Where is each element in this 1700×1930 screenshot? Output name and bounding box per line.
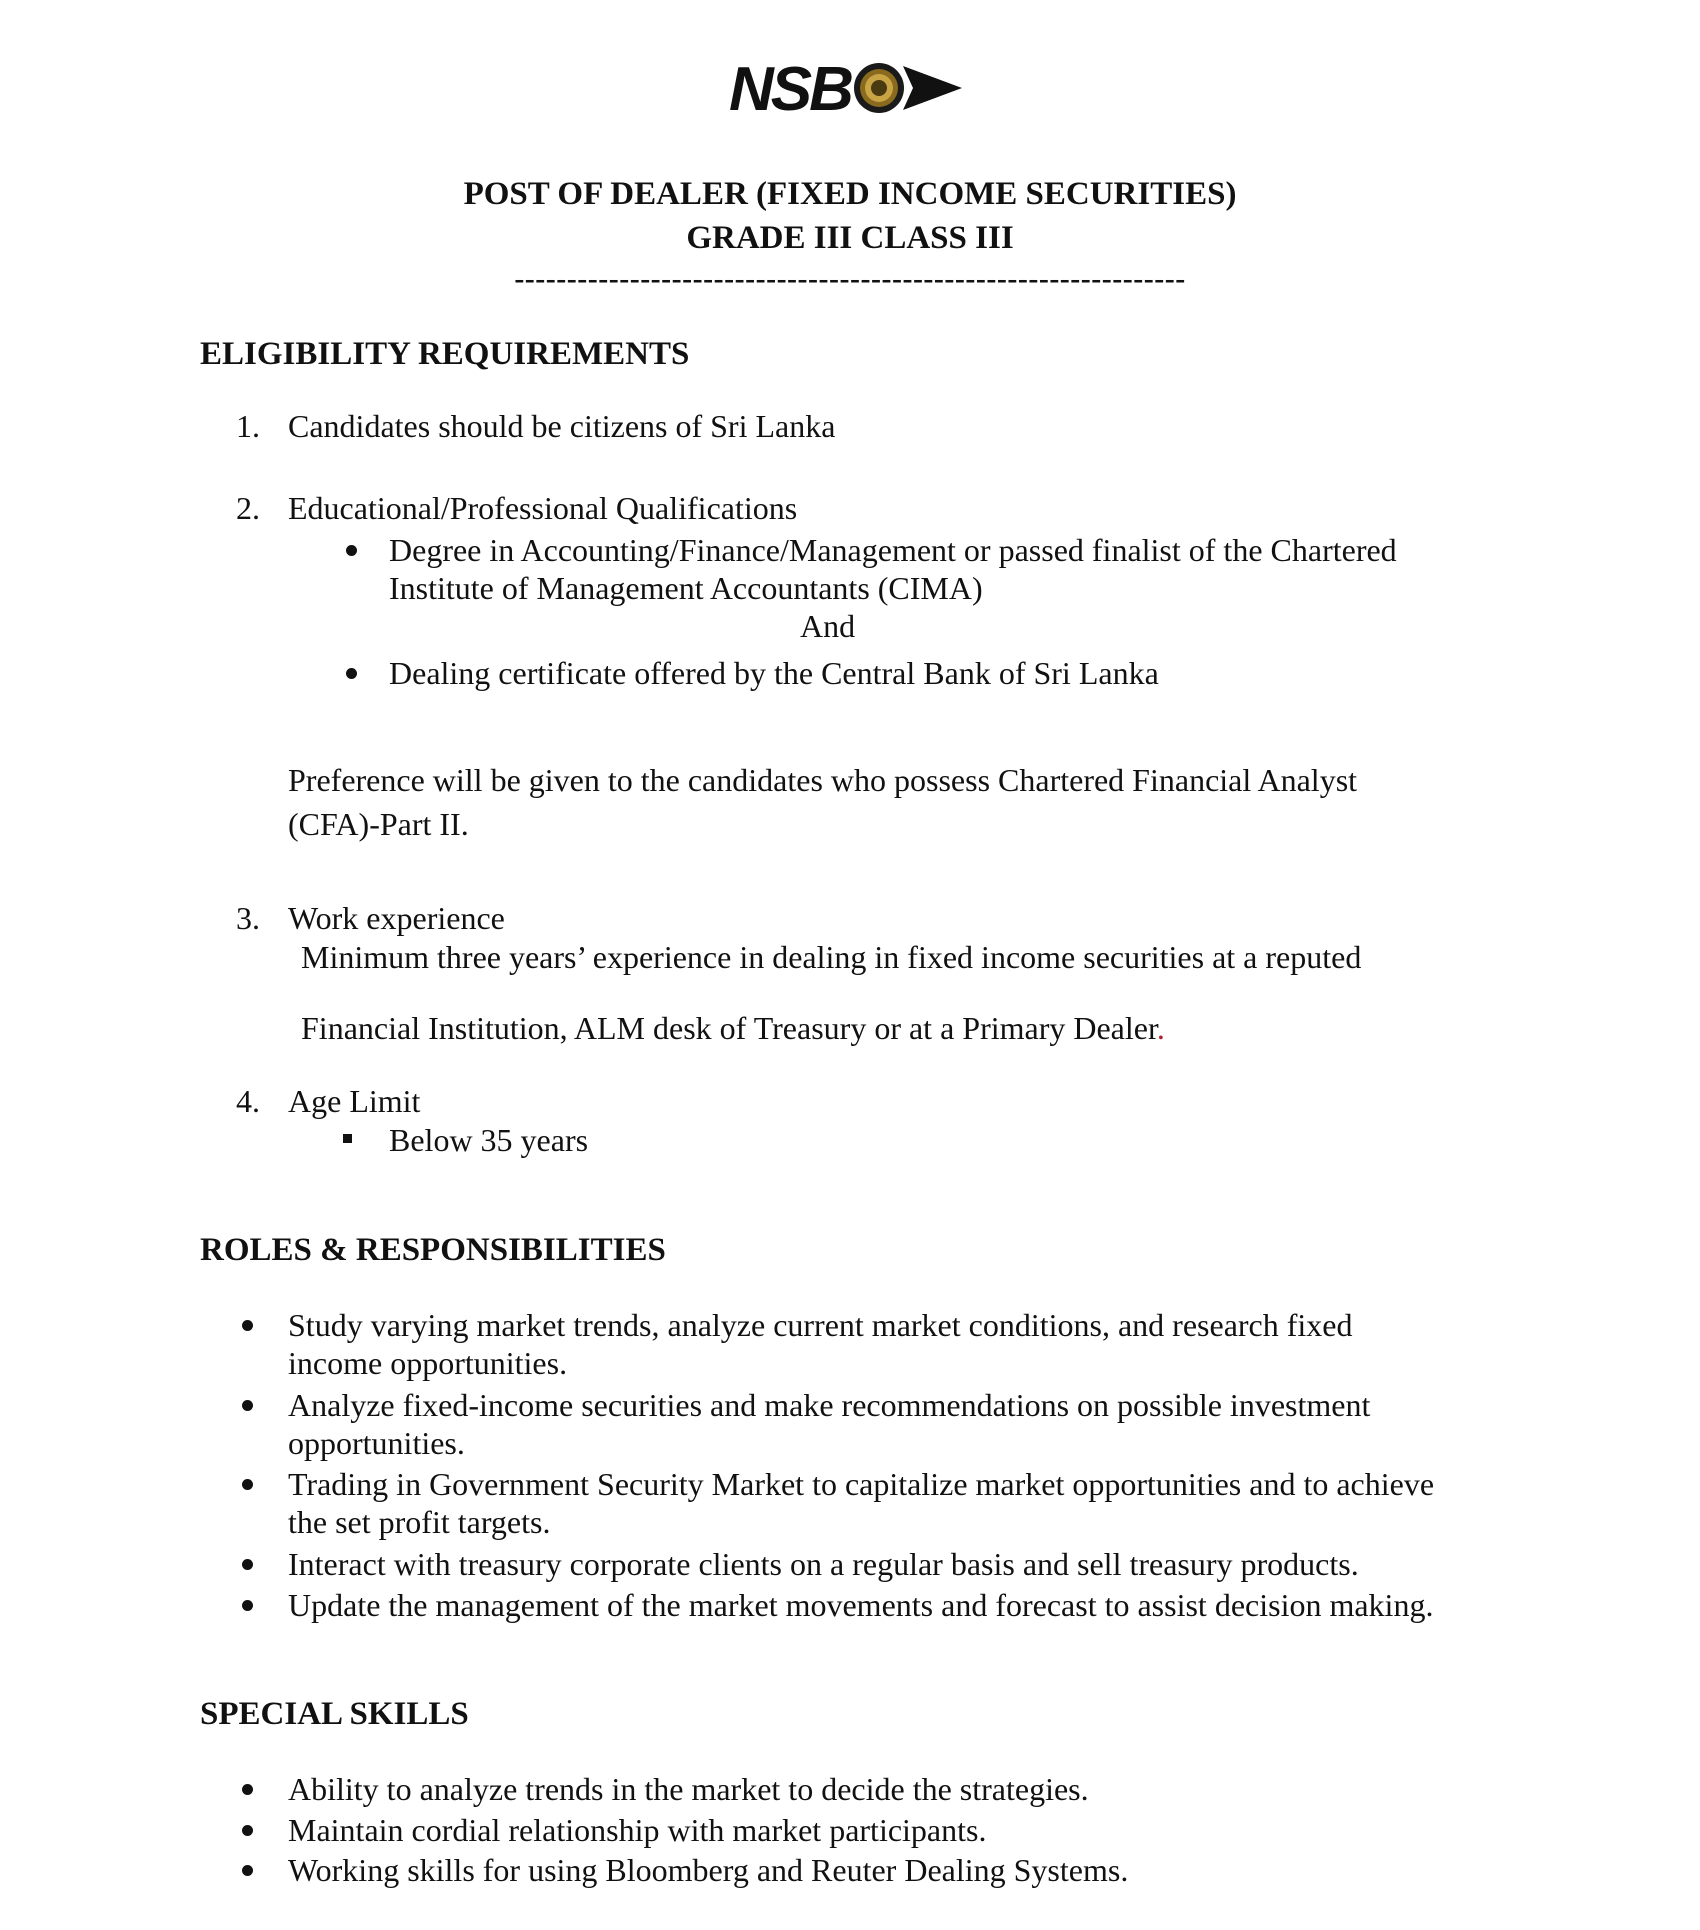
role-1-line-1: Study varying market trends, analyze current market conditions, and research fixed <box>288 1307 1353 1343</box>
qualification-bullet-2: Dealing certificate offered by the Central Bank of Sri Lanka <box>389 655 1159 691</box>
skill-2: Maintain cordial relationship with market participants. <box>288 1812 987 1848</box>
skills-heading: SPECIAL SKILLS <box>200 1696 469 1732</box>
experience-line-2-period: . <box>1156 1010 1165 1046</box>
item-4-text: Age Limit <box>288 1083 421 1119</box>
qualification-bullet-1-line-2: Institute of Management Accountants (CIMA) <box>389 570 983 606</box>
bullet-dot-icon <box>242 1825 253 1836</box>
page-title: POST OF DEALER (FIXED INCOME SECURITIES) <box>463 176 1237 212</box>
skill-3: Working skills for using Bloomberg and Reuter Dealing Systems. <box>288 1852 1129 1888</box>
preference-line-1: Preference will be given to the candidates who possess Chartered Financial Analyst <box>288 762 1358 798</box>
bullet-dot-icon <box>242 1600 253 1611</box>
role-3-line-1: Trading in Government Security Market to capitalize market opportunities and to achieve <box>288 1466 1435 1502</box>
item-2-text: Educational/Professional Qualifications <box>288 490 798 526</box>
role-3-line-2: the set profit targets. <box>288 1504 551 1540</box>
role-1-line-2: income opportunities. <box>288 1345 568 1381</box>
role-2-line-2: opportunities. <box>288 1425 465 1461</box>
bullet-dot-icon <box>242 1784 253 1795</box>
bullet-dot-icon <box>242 1400 253 1411</box>
logo-text: NSB <box>729 55 851 124</box>
bullet-dot-icon <box>242 1559 253 1570</box>
page-subtitle: GRADE III CLASS III <box>686 220 1014 256</box>
skill-1: Ability to analyze trends in the market to decide the strategies. <box>288 1771 1089 1807</box>
experience-line-1: Minimum three years’ experience in dealing in fixed income securities at a reputed <box>301 939 1362 975</box>
bullet-dot-icon <box>346 545 357 556</box>
age-limit-bullet: Below 35 years <box>389 1122 589 1158</box>
coin-emblem-icon <box>854 63 904 113</box>
nsb-logo <box>727 52 967 124</box>
bullet-square-icon <box>343 1134 352 1143</box>
role-5: Update the management of the market movements and forecast to assist decision making. <box>288 1587 1434 1623</box>
item-2-number: 2. <box>236 490 260 526</box>
preference-line-2: (CFA)-Part II. <box>288 806 469 842</box>
item-3-number: 3. <box>236 900 260 936</box>
role-4: Interact with treasury corporate clients on a regular basis and sell treasury products. <box>288 1546 1359 1582</box>
eligibility-heading: ELIGIBILITY REQUIREMENTS <box>200 336 690 372</box>
title-separator: ---------------------------------------------------------------- <box>514 262 1186 295</box>
role-2-line-1: Analyze fixed-income securities and make recommendations on possible investment <box>288 1387 1371 1423</box>
arrow-right-icon <box>903 66 962 110</box>
bullet-dot-icon <box>242 1479 253 1490</box>
qualification-and: And <box>800 608 856 644</box>
bullet-dot-icon <box>242 1865 253 1876</box>
bullet-dot-icon <box>346 668 357 679</box>
item-1-number: 1. <box>236 408 260 444</box>
bullet-dot-icon <box>242 1320 253 1331</box>
nsb-logo-graphic <box>727 52 967 124</box>
item-4-number: 4. <box>236 1083 260 1119</box>
experience-line-2 <box>301 1008 1165 1048</box>
experience-line-2-text: Financial Institution, ALM desk of Treasury or at a Primary Dealer <box>301 1010 1157 1046</box>
qualification-bullet-1-line-1: Degree in Accounting/Finance/Management or passed finalist of the Chartered <box>389 532 1397 568</box>
item-3-text: Work experience <box>288 900 505 936</box>
item-1-text: Candidates should be citizens of Sri Lanka <box>288 408 836 444</box>
roles-heading: ROLES & RESPONSIBILITIES <box>200 1232 666 1268</box>
